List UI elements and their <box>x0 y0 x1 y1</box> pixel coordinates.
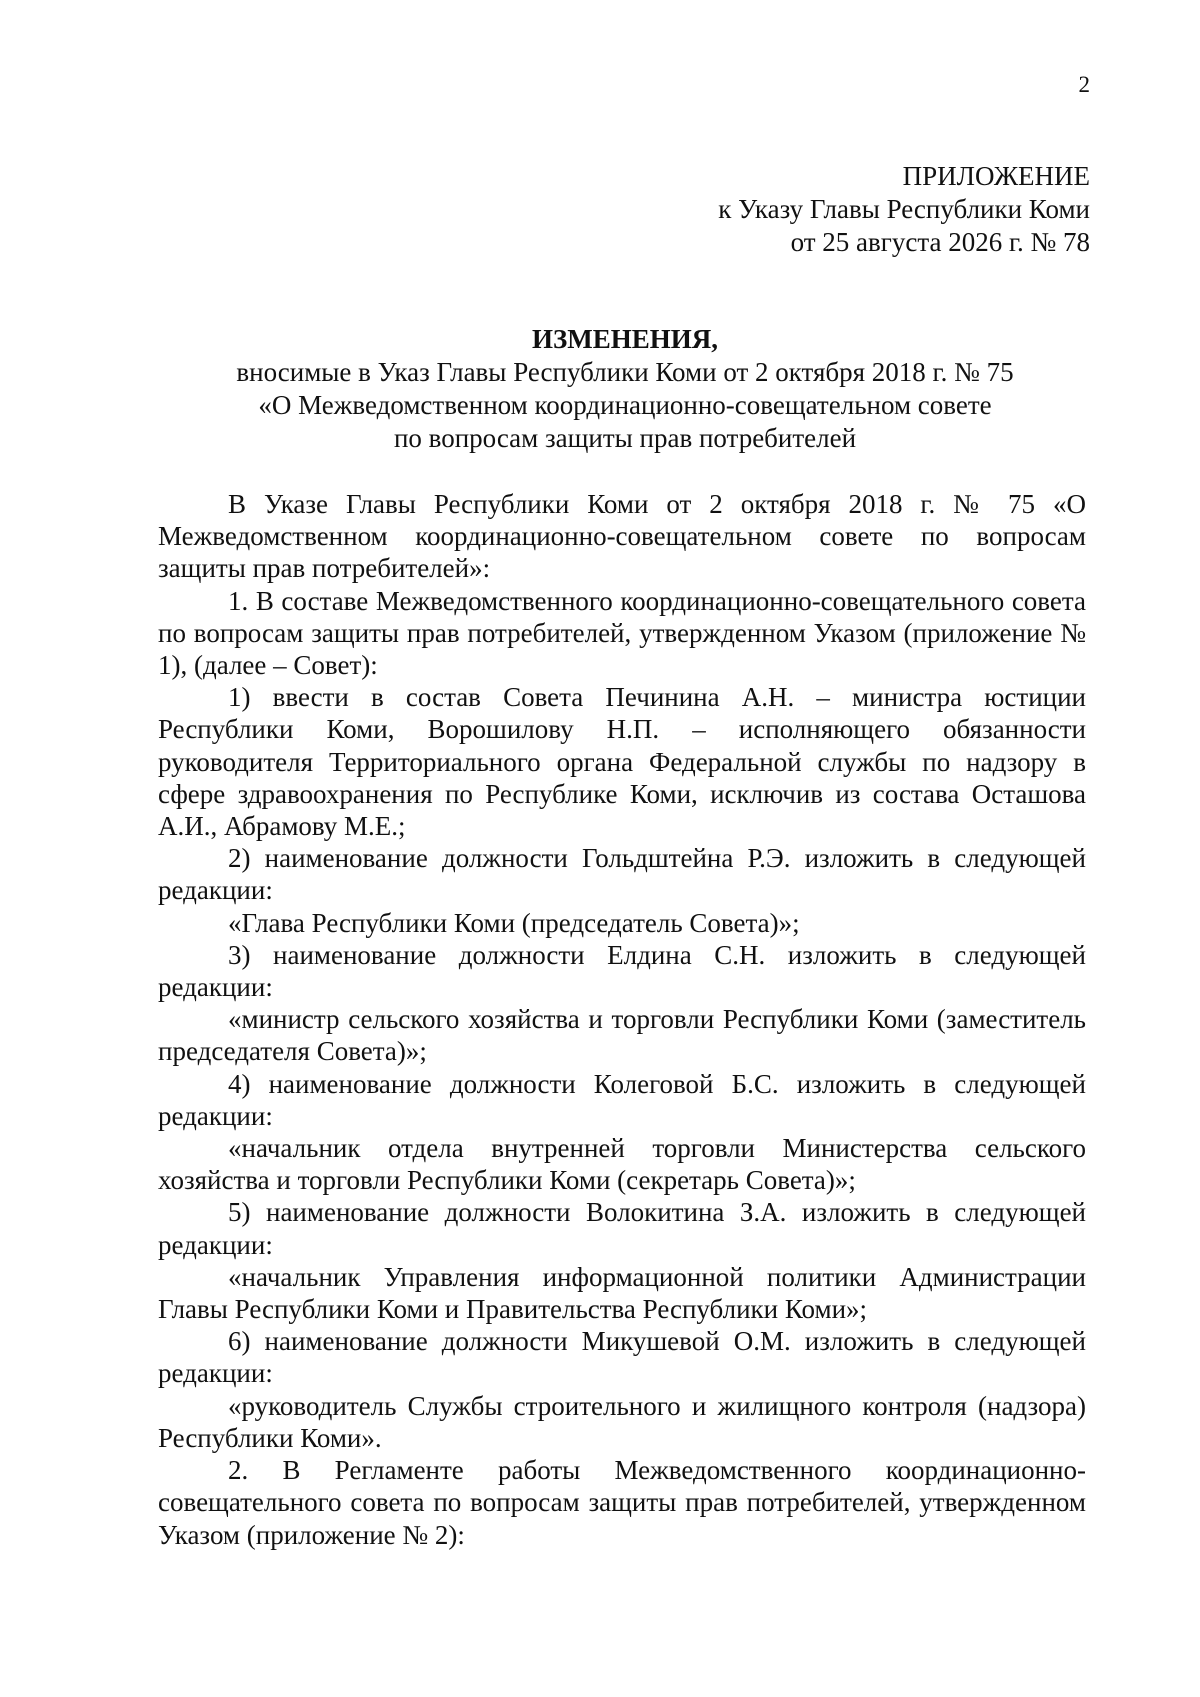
paragraph-subitem-1: 1) ввести в состав Совета Печинина А.Н. – министра юстиции Республики Коми, Ворошилову Н.П. – исполняющего обязанности руководителя Территориального органа Федеральной службы по надзору в сфере здравоохранения по Республике Коми, исключив из состава Осташова А.И., Абрамову М.Е.; <box>158 682 1086 842</box>
paragraph-subitem-2: 2) наименование должности Гольдштейна Р.Э. изложить в следующей редакции: <box>158 843 1086 906</box>
paragraph-subitem-4: 4) наименование должности Колеговой Б.С. изложить в следующей редакции: <box>158 1068 1086 1131</box>
paragraph-quote-5: «начальник Управления информационной политики Администрации Главы Республики Коми и Правительства Республики Коми»; <box>158 1261 1086 1325</box>
appendix-decree-date: от 25 августа 2026 г. № 78 <box>790 227 1090 257</box>
document-body <box>158 488 1086 1551</box>
page-number: 2 <box>1078 72 1090 97</box>
document-heading <box>160 323 1090 455</box>
appendix-title: ПРИЛОЖЕНИЕ <box>902 161 1090 191</box>
paragraph-quote-2: «Глава Республики Коми (председатель Совета)»; <box>228 907 800 938</box>
paragraph-subitem-6: 6) наименование должности Микушевой О.М. изложить в следующей редакции: <box>158 1326 1086 1389</box>
paragraph-quote-3: «министр сельского хозяйства и торговли Республики Коми (заместитель председателя Совета)»; <box>158 1004 1086 1067</box>
paragraph-quote-6: «руководитель Службы строительного и жилищного контроля (надзора) Республики Коми». <box>158 1390 1086 1453</box>
paragraph-intro: В Указе Главы Республики Коми от 2 октября 2018 г. № 75 «О Межведомственном координационно-совещательном совете по вопросам защиты прав потребителей»: <box>158 489 1086 584</box>
paragraph-quote-4: «начальник отдела внутренней торговли Министерства сельского хозяйства и торговли Республики Коми (секретарь Совета)»; <box>158 1133 1086 1196</box>
appendix-header <box>530 160 1090 259</box>
paragraph-subitem-3: 3) наименование должности Елдина С.Н. изложить в следующей редакции: <box>158 939 1086 1003</box>
heading-line-1: вносимые в Указ Главы Республики Коми от 2 октября 2018 г. № 75 <box>236 357 1014 387</box>
appendix-decree-reference: к Указу Главы Республики Коми <box>718 194 1090 224</box>
heading-line-2: «О Межведомственном координационно-совещательном совете <box>258 390 992 420</box>
paragraph-item-2: 2. В Регламенте работы Межведомственного координационно-совещательного совета по вопросам защиты прав потребителей, утвержденном Указом (приложение № 2): <box>158 1455 1086 1550</box>
document-title: ИЗМЕНЕНИЯ, <box>531 324 718 354</box>
paragraph-item-1: 1. В составе Межведомственного координационно-совещательного совета по вопросам защиты прав потребителей, утвержденном Указом (приложение № 1), (далее – Совет): <box>158 585 1086 681</box>
paragraph-subitem-5: 5) наименование должности Волокитина З.А. изложить в следующей редакции: <box>158 1197 1086 1260</box>
heading-line-3: по вопросам защиты прав потребителей <box>393 423 857 453</box>
